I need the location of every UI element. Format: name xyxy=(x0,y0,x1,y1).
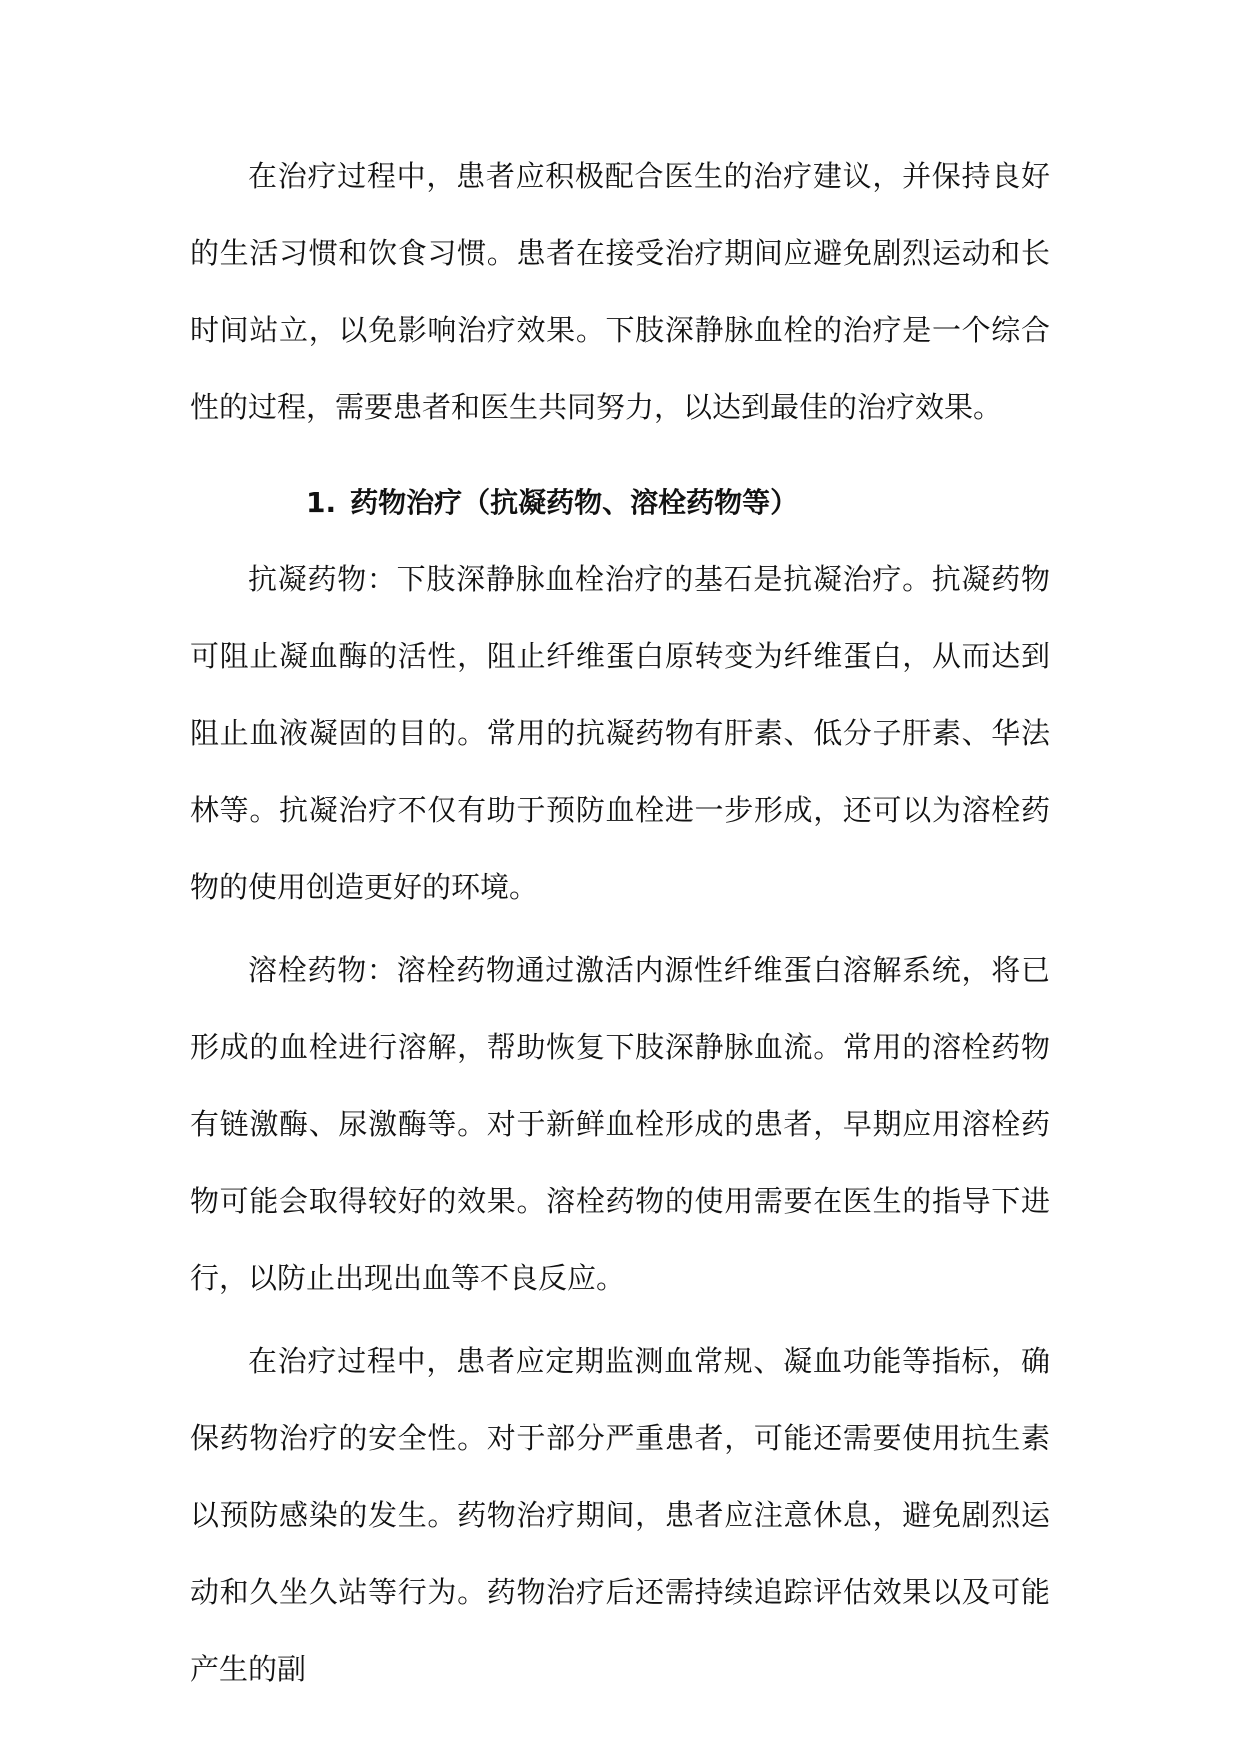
section-heading xyxy=(190,452,1050,541)
paragraph-anticoagulants: 抗凝药物：下肢深静脉血栓治疗的基石是抗凝治疗。抗凝药物可阻止凝血酶的活性，阻止纤维蛋白原转变为纤维蛋白，从而达到阻止血液凝固的目的。常用的抗凝药物有肝素、低分子肝素、华法林等。抗凝治疗不仅有助于预防血栓进一步形成，还可以为溶栓药物的使用创造更好的环境。 xyxy=(190,562,1050,904)
document-body xyxy=(190,138,1050,1708)
paragraph-monitoring: 在治疗过程中，患者应定期监测血常规、凝血功能等指标，确保药物治疗的安全性。对于部分严重患者，可能还需要使用抗生素以预防感染的发生。药物治疗期间，患者应注意休息，避免剧烈运动和久坐久站等行为。药物治疗后还需持续追踪评估效果以及可能产生的副 xyxy=(190,1344,1050,1686)
paragraph-thrombolytics: 溶栓药物：溶栓药物通过激活内源性纤维蛋白溶解系统，将已形成的血栓进行溶解，帮助恢复下肢深静脉血流。常用的溶栓药物有链激酶、尿激酶等。对于新鲜血栓形成的患者，早期应用溶栓药物可能会取得较好的效果。溶栓药物的使用需要在医生的指导下进行，以防止出现出血等不良反应。 xyxy=(190,953,1050,1295)
section-number: 1. xyxy=(306,486,337,519)
paragraph-treatment-cooperation: 在治疗过程中，患者应积极配合医生的治疗建议，并保持良好的生活习惯和饮食习惯。患者在接受治疗期间应避免剧烈运动和长时间站立，以免影响治疗效果。下肢深静脉血栓的治疗是一个综合性的过程，需要患者和医生共同努力，以达到最佳的治疗效果。 xyxy=(190,159,1050,424)
section-title: 药物治疗（抗凝药物、溶栓药物等） xyxy=(350,486,799,519)
